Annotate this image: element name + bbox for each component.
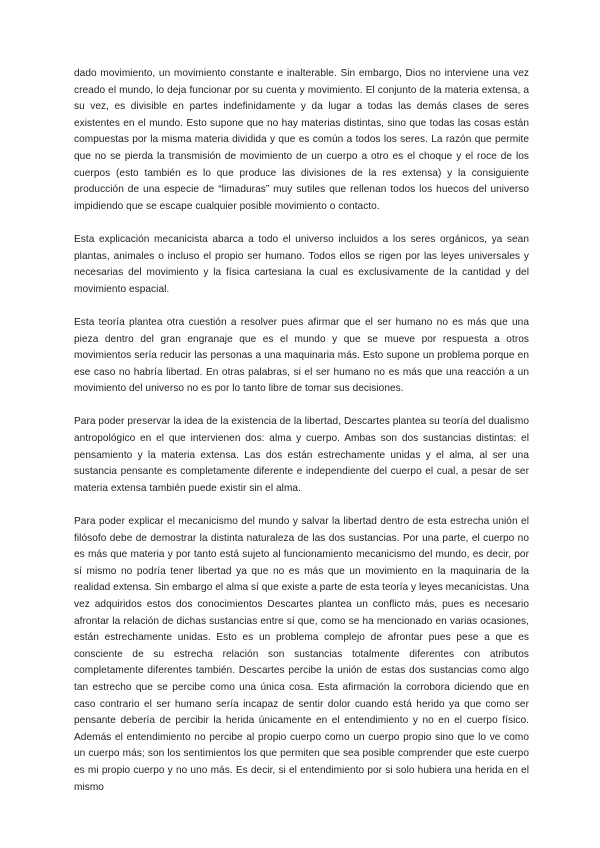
paragraph-mechanism-intro: dado movimiento, un movimiento constante e inalterable. Sin embargo, Dios no interviene una vez creado el mundo, lo deja funcionar por su cuenta y movimiento. El conjunto de la materia extensa, a su vez, es divisible en partes indefinidamente y da lugar a todas las demás clases de seres existentes en el mundo. Esto supone que no hay materias distintas, sino que todas las cosas están compuestas por la misma materia dividida y que es común a todos los seres. La razón que permite que no se pierda la transmisión de movimiento de un cuerpo a otro es el choque y el roce de los cuerpos (esto también es lo que produce las divisiones de la res extensa) y la consiguiente producción de una especie de “limaduras” muy sutiles que rellenan todos los huecos del universo impidiendo que se escape cualquier posible movimiento o contacto. [74,68,529,212]
paragraph-mechanistic-universe: Esta explicación mecanicista abarca a todo el universo incluidos a los seres orgánicos, ya sean plantas, animales o incluso el propio ser humano. Todos ellos se rigen por las leyes universales y necesarias del movimiento y la física cartesiana la cual es exclusivamente de la cantidad y del movimiento espacial. [74,233,529,295]
paragraph-soul-body-union: Para poder explicar el mecanicismo del mundo y salvar la libertad dentro de esta estrecha unión el filósofo debe de demostrar la distinta naturaleza de las dos sustancias. Por una parte, el cuerpo no es más que materia y por tanto está sujeto al funcionamiento mecanicismo del mundo, es decir, por sí mismo no podría tener libertad ya que no es más que un movimiento en la maquinaria de la realidad extensa. Sin embargo el alma sí que existe a parte de esta teoría y leyes mecanicistas. Una vez adquiridos estos dos conocimientos Descartes plantea un conflicto más, pues es necesario afrontar la relación de dichas sustancias entre sí que, como se ha mencionado en varias ocasiones, están estrechamente unidas. Esto es un problema complejo de afrontar pues pese a que es consciente de su estrecha relación son sustancias totalmente diferentes con atributos completamente diferentes también. Descartes percibe la unión de estas dos sustancias como algo tan estrecho que se percibe como una única cosa. Esta afirmación la corrobora diciendo que en caso contrario el ser humano sería incapaz de sentir dolor cuando está herido ya que como ser pensante debería de percibir la herida únicamente en el entendimiento y no en el cuerpo físico. Además el entendimiento no percibe al propio cuerpo como un cuerpo propio sino que lo ve como un cuerpo más; son los sentimientos los que permiten que sea posible comprender que este cuerpo es mi propio cuerpo y no uno más. Es decir, si el entendimiento por si solo hubiera una herida en el mismo [74,516,529,793]
document-body [74,66,529,796]
paragraph-freedom-problem: Esta teoría plantea otra cuestión a resolver pues afirmar que el ser humano no es más que una pieza dentro del gran engranaje que es el mundo y que se mueve por respuesta a otros movimientos sería reducir las personas a una maquinaria más. Esto supone un problema porque en ese caso no habría libertad. En otras palabras, si el ser humano no es más que una reacción a un movimiento del universo no es por lo tanto libre de tomar sus decisiones. [74,316,529,395]
paragraph-anthropological-dualism: Para poder preservar la idea de la existencia de la libertad, Descartes plantea su teoría del dualismo antropológico en el que intervienen dos: alma y cuerpo. Ambas son dos sustancias distintas: el pensamiento y la materia extensa. Las dos están estrechamente unidas y el alma, al ser una sustancia pensante es completamente diferente e independiente del cuerpo el cual, a pesar de ser materia extensa también puede existir sin el alma. [74,416,529,494]
